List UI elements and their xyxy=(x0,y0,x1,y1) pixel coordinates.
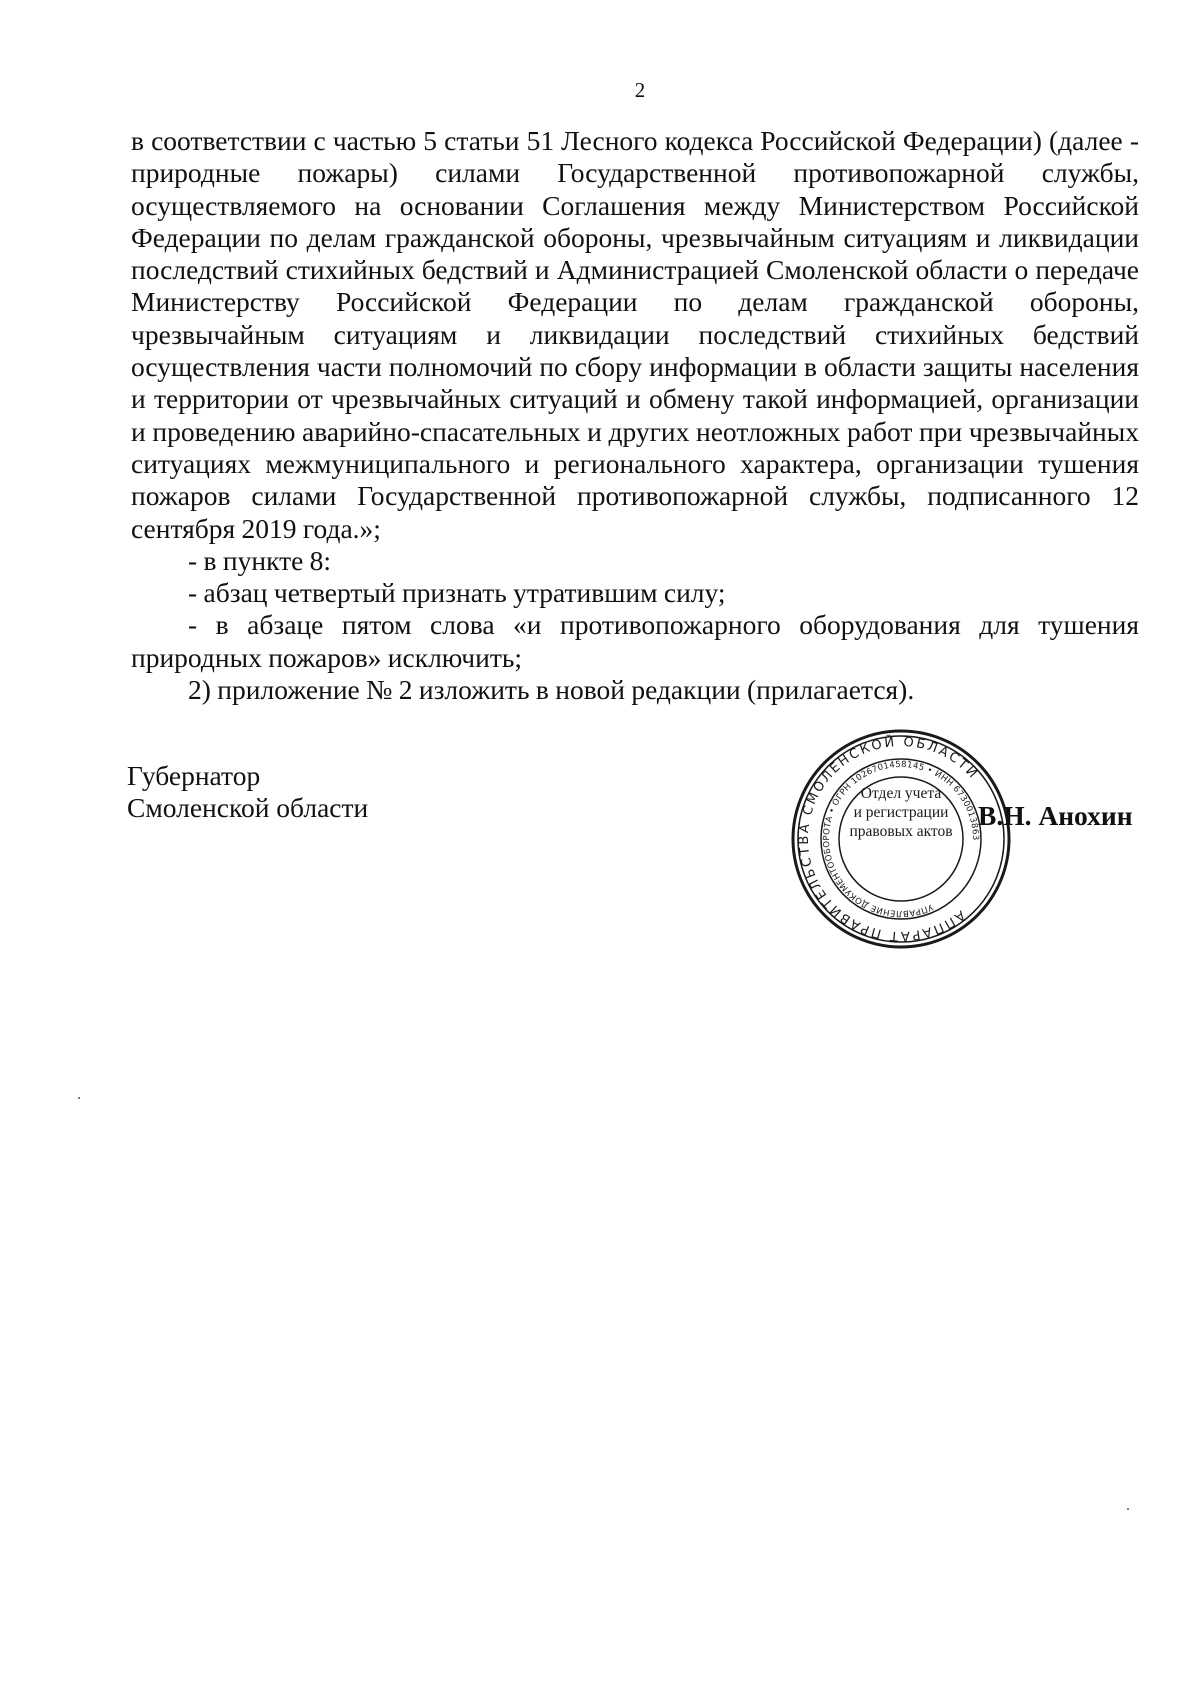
body-text xyxy=(131,125,1139,706)
scan-speck xyxy=(1127,1508,1129,1510)
paragraph-abzac-4: - абзац четвертый признать утратившим силу; xyxy=(188,577,726,609)
paragraph-item-8: - в пункте 8: xyxy=(188,544,332,576)
paragraph-appendix: 2) приложение № 2 изложить в новой редакции (прилагается). xyxy=(188,674,915,706)
stamp-center-line3: правовых актов xyxy=(849,823,953,840)
stamp-outer-textpath: АППАРАТ ПРАВИТЕЛЬСТВА СМОЛЕНСКОЙ ОБЛАСТИ xyxy=(796,734,982,944)
stamp-center-line1: Отдел учета xyxy=(860,785,942,802)
stamp-center-text xyxy=(842,784,960,841)
stamp-inner-textpath: УПРАВЛЕНИЕ ДОКУМЕНТООБОРОТА • ОГРН 1026701458145 • ИНН 6730013863 xyxy=(821,759,981,919)
paragraph-abzac-5: - в абзаце пятом слова «и противопожарного оборудования для тушения природных пожаров» исключить; xyxy=(131,609,1139,673)
signer-position-line2: Смоленской области xyxy=(127,792,369,823)
page-number: 2 xyxy=(634,78,646,102)
signature-block xyxy=(127,760,368,824)
scan-speck xyxy=(78,1097,80,1099)
stamp-center-line2: и регистрации xyxy=(853,804,949,821)
paragraph-continuation: в соответствии с частью 5 статьи 51 Лесного кодекса Российской Федерации) (далее - природные пожары) силами Государственной противопожарной службы, осуществляемого на основании Соглашения между Министерством Российской Федерации по делам гражданской обороны, чрезвычайным ситуациям и ликвидации последствий стихийных бедствий и Администрацией Смоленской области о передаче Министерству Российской Федерации по делам гражданской обороны, чрезвычайным ситуациям и ликвидации последствий стихийных бедствий осуществления части полномочий по сбору информации в области защиты населения и территории от чрезвычайных ситуаций и обмену такой информацией, организации и проведению аварийно-спасательных и других неотложных работ при чрезвычайных ситуациях межмуниципального и регионального характера, организации тушения пожаров силами Государственной противопожарной службы, подписанного 12 сентября 2019 года.»; xyxy=(131,125,1139,544)
signer-name: В.Н. Анохин xyxy=(978,800,1133,831)
signer-position-line1: Губернатор xyxy=(127,760,261,791)
official-stamp xyxy=(790,728,1012,950)
